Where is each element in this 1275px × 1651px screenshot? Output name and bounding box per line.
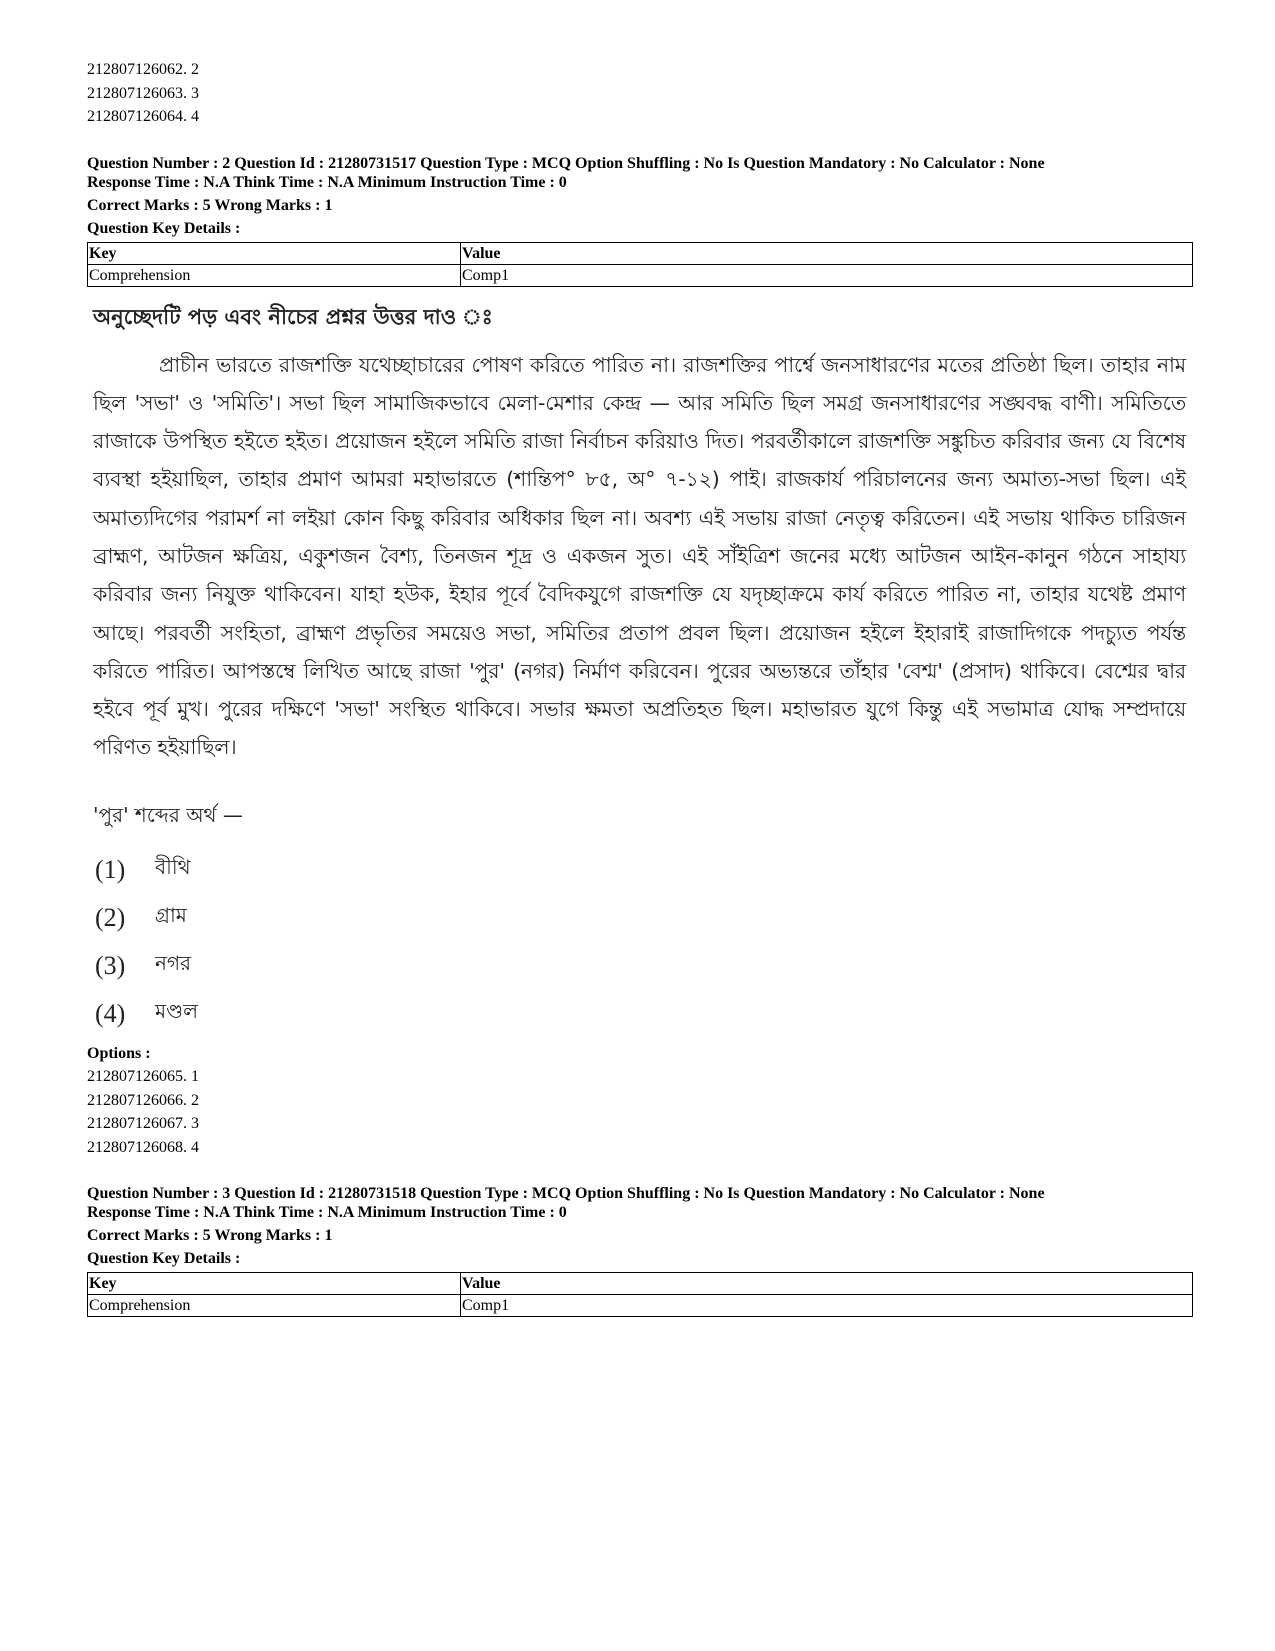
question-header-line1: Question Number : 2 Question Id : 21280731517 Question Type : MCQ Option Shuffling : No Is Question Mandatory : No Calculator : None [87,154,1045,172]
key-details-label: Question Key Details : [87,1250,241,1268]
value-header: Value [461,242,1193,264]
answer-choices [87,846,1193,1038]
comprehension-passage: প্রাচীন ভারতে রাজশক্তি যথেচ্ছাচারের পোষণ করিতে পারিত না। রাজশক্তির পার্শ্বে জনসাধারণের মতের প্রতিষ্ঠা ছিল। তাহার নাম ছিল 'সভা' ও 'সমিতি'। সভা ছিল সামাজিকভাবে মেলা-মেশার কেন্দ্র — আর সমিতি ছিল সমগ্র জনসাধারণের সঙ্ঘবদ্ধ বাণী। সমিতিতে রাজাকে উপস্থিত হইতে হইত। প্রয়োজন হইলে সমিতি রাজা নির্বাচন করিয়াও দিত। পরবর্তীকালে রাজশক্তি সঙ্কুচিত করিবার জন্য যে বিশেষ ব্যবস্থা হইয়াছিল, তাহার প্রমাণ আমরা মহাভারতে (শান্তিপ° ৮৫, অ° ৭-১২) পাই। রাজকার্য পরিচালনের জন্য অমাত্য-সভা ছিল। এই অমাত্যদিগের পরামর্শ না লইয়া কোন কিছু করিবার অধিকার ছিল না। অবশ্য এই সভায় রাজা নেতৃত্ব করিতেন। এই সভায় থাকিত চারিজন ব্রাহ্মণ, আটজন ক্ষত্রিয়, একুশজন বৈশ্য, তিনজন শূদ্র ও একজন সুত। এই সাঁইত্রিশ জনের মধ্যে আটজন আইন-কানুন গঠনে সাহায্য করিবার জন্য নিযুক্ত থাকিবেন। যাহা হউক, ইহার পূর্বে বৈদিকযুগে রাজশক্তি যে যদৃচ্ছাক্রমে কার্য করিতে পারিত না, তাহার যথেষ্ট প্রমাণ আছে। পরবর্তী সংহিতা, ব্রাহ্মণ প্রভৃতির সময়েও সভা, সমিতির প্রতাপ প্রবল ছিল। প্রয়োজন হইলে ইহারাই রাজাদিগকে পদচ্যুত পর্যন্ত করিতে পারিত। আপস্তম্বে লিখিত আছে রাজা 'পুর' (নগর) নির্মাণ করিবেন। পুরের অভ্যন্তরে তাঁহার 'বেশ্ম' (প্রসাদ) থাকিবে। বেশ্মের দ্বার হইবে পূর্ব মুখ। পুরের দক্ষিণে 'সভা' সংস্থিত থাকিবে। সভার ক্ষমতা অপ্রতিহত ছিল। মহাভারত যুগে কিন্তু এই সভামাত্র যোদ্ধ সম্প্রদায়ে পরিণত হইয়াছিল। [93,352,1186,760]
table-header-row [88,242,1193,264]
option-line: 212807126066. 2 [87,1091,199,1109]
choice-number: (4) [95,998,126,1028]
options-label: Options : [87,1044,151,1062]
option-line: 212807126063. 3 [87,84,199,102]
choice-number: (2) [95,902,126,932]
document-page [87,58,1193,1317]
question-2 [87,154,1193,1160]
option-line: 212807126062. 2 [87,61,199,78]
value-cell: Comp1 [461,1295,1193,1317]
question-header-line1: Question Number : 3 Question Id : 21280731518 Question Type : MCQ Option Shuffling : No Is Question Mandatory : No Calculator : None [87,1185,1045,1203]
option-line: 212807126068. 4 [87,1138,199,1156]
choice-text: নগর [155,951,192,976]
choice-item [95,894,1193,942]
key-cell: Comprehension [88,1295,461,1317]
option-line: 212807126064. 4 [87,108,199,125]
value-cell: Comp1 [461,264,1193,286]
choice-text: বীথি [155,855,191,880]
option-line: 212807126067. 3 [87,1115,199,1133]
question-3 [87,1184,1193,1317]
table-row [88,1295,1193,1317]
choice-item [95,846,1193,894]
comprehension-instruction: অনুচ্ছেদটি পড় এবং নীচের প্রশ্নর উত্তর দাও ঃ [93,304,493,329]
choice-text: গ্রাম [155,903,187,928]
choice-number: (1) [95,854,126,884]
key-header: Key [88,1273,461,1295]
key-details-table [87,1272,1193,1317]
option-line: 212807126065. 1 [87,1068,199,1086]
previous-options [87,58,1193,129]
key-cell: Comprehension [88,264,461,286]
question-header-line2: Response Time : N.A Think Time : N.A Minimum Instruction Time : 0 [87,173,567,191]
table-header-row [88,1273,1193,1295]
choice-item [95,942,1193,990]
key-details-label: Question Key Details : [87,219,241,237]
marks-line: Correct Marks : 5 Wrong Marks : 1 [87,1227,333,1245]
choice-text: মণ্ডল [155,999,198,1024]
marks-line: Correct Marks : 5 Wrong Marks : 1 [87,196,333,214]
choice-number: (3) [95,950,126,980]
key-header: Key [88,242,461,264]
table-row [88,264,1193,286]
question-stem: 'পুর' শব্দের অর্থ — [93,802,243,827]
key-details-table [87,242,1193,287]
question-header-line2: Response Time : N.A Think Time : N.A Minimum Instruction Time : 0 [87,1204,567,1222]
value-header: Value [461,1273,1193,1295]
choice-item [95,990,1193,1038]
